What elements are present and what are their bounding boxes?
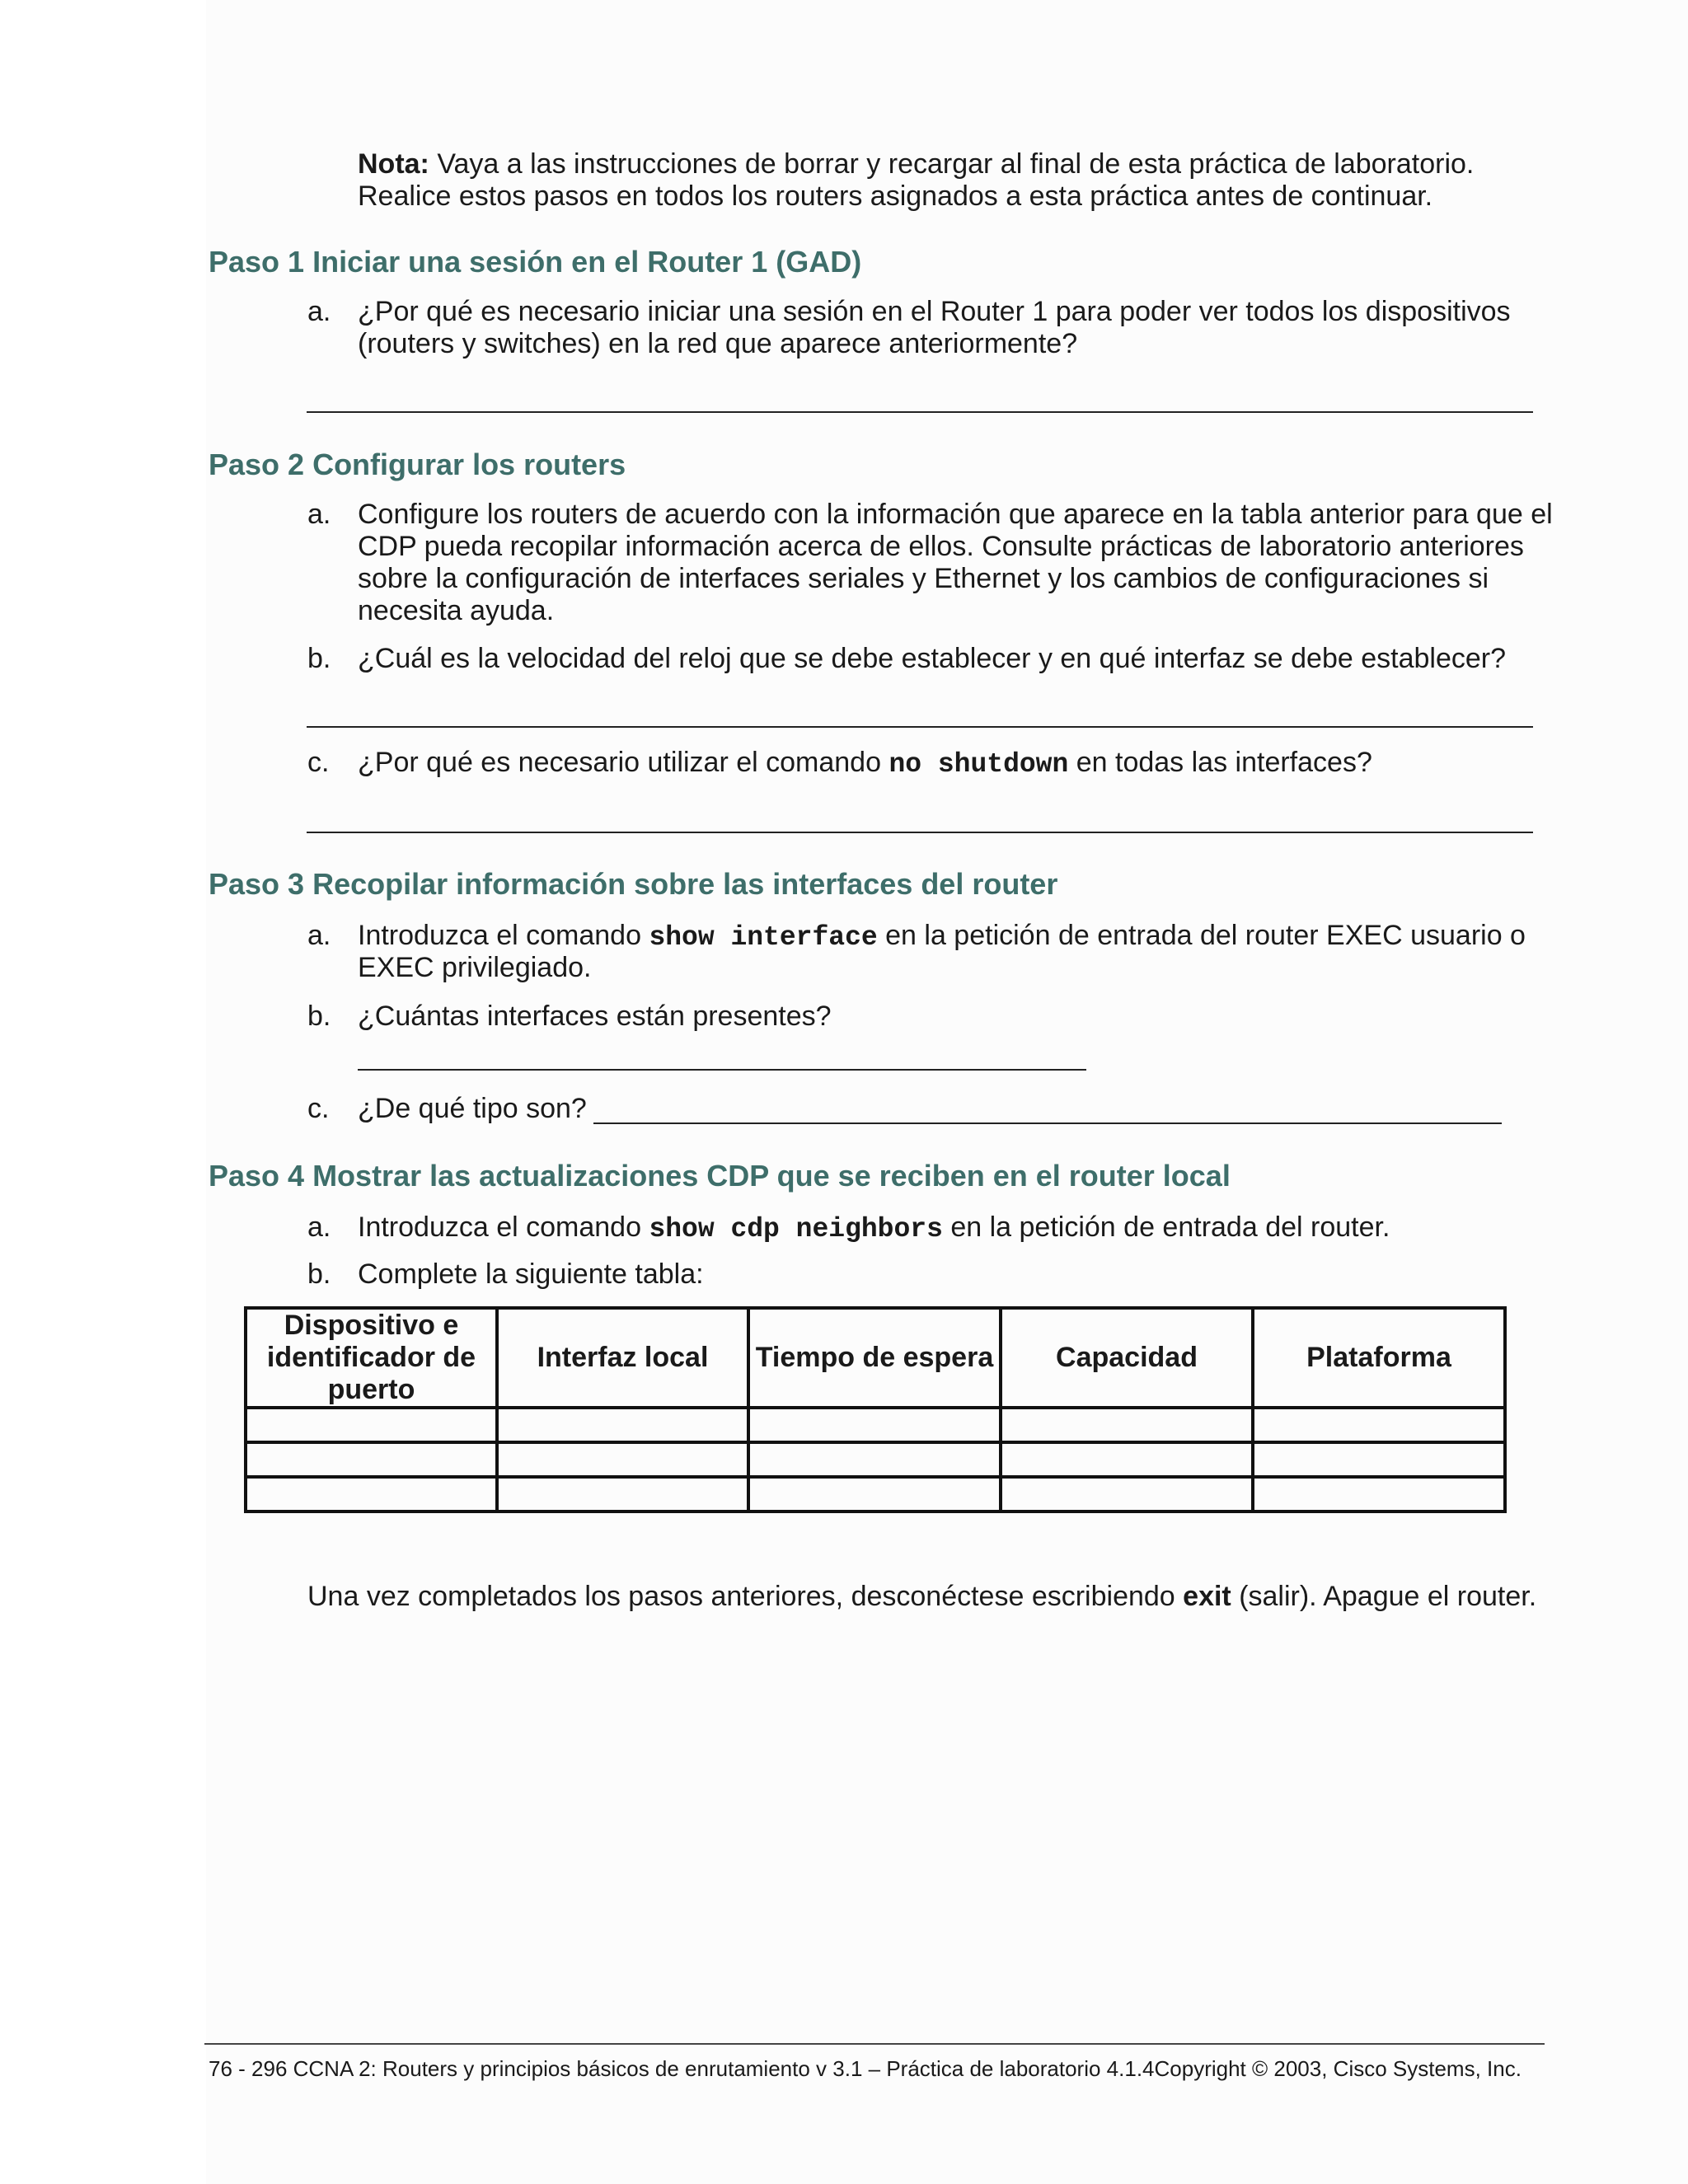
- table-row: [246, 1477, 1505, 1511]
- closing-pre: Una vez completados los pasos anteriores, desconéctese escribiendo: [307, 1581, 1184, 1612]
- step2-a-label: a.: [307, 499, 331, 530]
- table-cell[interactable]: [1253, 1442, 1505, 1477]
- step4-a-text: [358, 1212, 1390, 1245]
- step3-a-line2: EXEC privilegiado.: [358, 952, 592, 983]
- table-row: [246, 1442, 1505, 1477]
- note-line2: Realice estos pasos en todos los routers asignados a esta práctica antes de continuar.: [358, 180, 1433, 212]
- step3-b-text: ¿Cuántas interfaces están presentes?: [358, 1001, 832, 1032]
- footer-divider: [204, 2043, 1545, 2045]
- step4-b-text: Complete la siguiente tabla:: [358, 1258, 704, 1290]
- step2-a-line1: Configure los routers de acuerdo con la información que aparece en la tabla anterior para que el: [358, 499, 1553, 530]
- step4-a-pre: Introduzca el comando: [358, 1212, 649, 1243]
- command-exit: exit: [1183, 1581, 1231, 1612]
- table-cell[interactable]: [497, 1442, 748, 1477]
- step1-answer-line[interactable]: [307, 411, 1533, 413]
- cdp-neighbors-table: [244, 1306, 1507, 1513]
- table-cell[interactable]: [1001, 1477, 1253, 1511]
- step3-a-post: en la petición de entrada del router EXEC usuario o: [877, 920, 1526, 951]
- step3-b-label: b.: [307, 1001, 331, 1032]
- step2-c-post: en todas las interfaces?: [1068, 747, 1372, 778]
- page-footer: 76 - 296 CCNA 2: Routers y principios básicos de enrutamiento v 3.1 – Práctica de laboratorio 4.1.4Copyright © 2003, Cisco Systems, Inc.: [209, 2056, 1522, 2081]
- note: [358, 148, 1474, 180]
- step1-heading: Paso 1 Iniciar una sesión en el Router 1 (GAD): [209, 245, 862, 279]
- table-cell[interactable]: [748, 1477, 1001, 1511]
- step3-a-label: a.: [307, 920, 331, 951]
- header-device-port-id: Dispositivo e identificador de puerto: [246, 1308, 497, 1408]
- step2-c-text: [358, 747, 1372, 780]
- table-header-row: [246, 1308, 1505, 1408]
- step4-a-post: en la petición de entrada del router.: [942, 1212, 1390, 1243]
- step1-a-line1: ¿Por qué es necesario iniciar una sesión en el Router 1 para poder ver todos los dispositivos: [358, 296, 1511, 327]
- step2-c-label: c.: [307, 747, 330, 778]
- command-show-cdp-neighbors: show cdp neighbors: [649, 1214, 943, 1244]
- step4-b-label: b.: [307, 1258, 331, 1290]
- step2-heading: Paso 2 Configurar los routers: [209, 448, 626, 481]
- step2-a-line3: sobre la configuración de interfaces seriales y Ethernet y los cambios de configuraciones si: [358, 563, 1489, 594]
- step2-b-text: ¿Cuál es la velocidad del reloj que se debe establecer y en qué interfaz se debe establecer?: [358, 643, 1506, 674]
- table-cell[interactable]: [1253, 1408, 1505, 1442]
- step1-a-line2: (routers y switches) en la red que aparece anteriormente?: [358, 328, 1078, 359]
- header-holdtime: Tiempo de espera: [748, 1308, 1001, 1408]
- table-cell[interactable]: [748, 1408, 1001, 1442]
- step2-a-line4: necesita ayuda.: [358, 595, 555, 626]
- step3-c-label: c.: [307, 1093, 330, 1124]
- step2-b-answer-line[interactable]: [307, 726, 1533, 728]
- header-local-interface: Interfaz local: [497, 1308, 748, 1408]
- table-cell[interactable]: [246, 1408, 497, 1442]
- step2-b-label: b.: [307, 643, 331, 674]
- command-show-interface: show interface: [649, 922, 878, 953]
- note-label: Nota:: [358, 148, 429, 180]
- table-cell[interactable]: [748, 1442, 1001, 1477]
- table-cell[interactable]: [497, 1408, 748, 1442]
- step4-heading: Paso 4 Mostrar las actualizaciones CDP que se reciben en el router local: [209, 1159, 1231, 1193]
- table-cell[interactable]: [246, 1442, 497, 1477]
- table-cell[interactable]: [497, 1477, 748, 1511]
- header-platform: Plataforma: [1253, 1308, 1505, 1408]
- command-no-shutdown: no shutdown: [889, 749, 1069, 780]
- step3-a-line1: [358, 920, 1526, 954]
- table-cell[interactable]: [1001, 1408, 1253, 1442]
- step3-b-answer-line[interactable]: [358, 1069, 1086, 1071]
- step4-a-label: a.: [307, 1212, 331, 1243]
- step2-c-pre: ¿Por qué es necesario utilizar el comando: [358, 747, 889, 778]
- closing-instruction: [307, 1581, 1536, 1613]
- step3-heading: Paso 3 Recopilar información sobre las interfaces del router: [209, 867, 1058, 901]
- step2-c-answer-line[interactable]: [307, 832, 1533, 833]
- step3-c-answer-line[interactable]: [593, 1122, 1502, 1124]
- step3-a-pre: Introduzca el comando: [358, 920, 649, 951]
- table-cell[interactable]: [1253, 1477, 1505, 1511]
- page-left-margin: [0, 0, 206, 2184]
- closing-post: (salir). Apague el router.: [1231, 1581, 1537, 1612]
- step2-a-line2: CDP pueda recopilar información acerca de ellos. Consulte prácticas de laboratorio anteriores: [358, 531, 1524, 562]
- header-capability: Capacidad: [1001, 1308, 1253, 1408]
- table-cell[interactable]: [246, 1477, 497, 1511]
- table-cell[interactable]: [1001, 1442, 1253, 1477]
- step1-a-label: a.: [307, 296, 331, 327]
- note-line1: Vaya a las instrucciones de borrar y recargar al final de esta práctica de laboratorio.: [437, 148, 1475, 180]
- table-row: [246, 1408, 1505, 1442]
- step3-c-text: ¿De qué tipo son?: [358, 1093, 587, 1124]
